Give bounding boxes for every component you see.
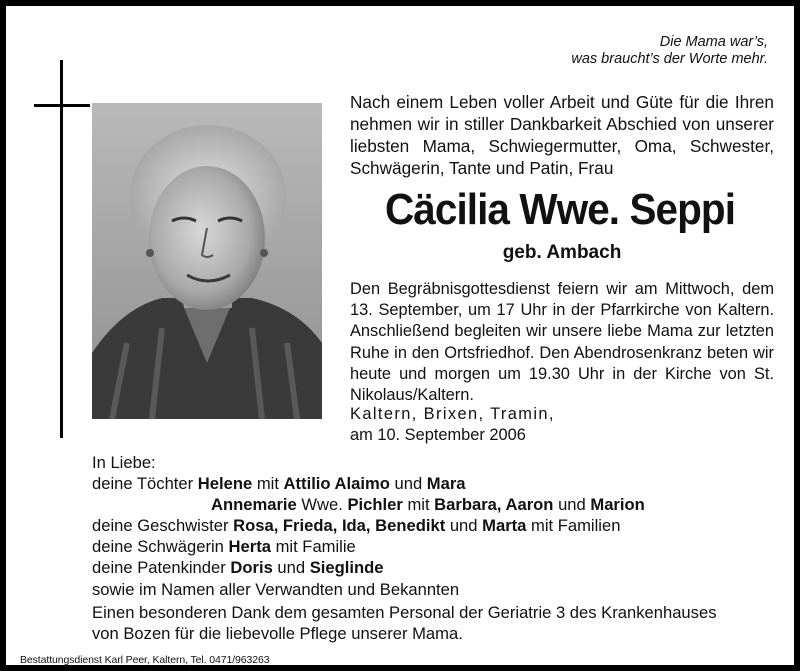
connector: mit Familie <box>270 537 356 557</box>
row-prefix: deine Schwägerin <box>92 537 229 557</box>
row-prefix: deine Patenkinder <box>92 558 231 578</box>
connector: mit Familien <box>526 516 621 536</box>
mourner-name: Herta <box>228 537 271 557</box>
mourner-name: Marion <box>590 495 645 515</box>
places-line: Kaltern, Brixen, Tramin, <box>350 405 555 423</box>
deceased-name: Cäcilia Wwe. Seppi <box>384 185 736 234</box>
cross-icon <box>60 60 63 438</box>
row-prefix: deine Geschwister <box>92 516 234 536</box>
mourner-name: Helene <box>197 474 253 494</box>
sisterinlaw-row <box>92 536 782 557</box>
thanks-text <box>92 602 782 644</box>
others-row: sowie im Namen aller Verwandten und Bekannten <box>92 579 460 599</box>
mourners-list <box>92 452 782 600</box>
connector: und <box>445 516 483 536</box>
connector: und <box>553 495 591 515</box>
connector: Wwe. <box>296 495 348 515</box>
mourners-heading: In Liebe: <box>92 453 156 472</box>
siblings-row <box>92 515 782 536</box>
mourner-name: Attilio Alaimo <box>283 474 390 494</box>
connector: mit <box>402 495 435 515</box>
birth-name: geb. Ambach <box>502 242 622 263</box>
connector: und <box>272 558 310 578</box>
undertaker-credit: Bestattungsdienst Karl Peer, Kaltern, Tel. 0471/963263 <box>20 654 270 666</box>
daughters-row <box>92 473 782 494</box>
connector: und <box>389 474 427 494</box>
date-line: am 10. September 2006 <box>350 426 526 444</box>
mourner-name: Doris <box>230 558 273 578</box>
portrait-photo <box>92 103 322 419</box>
mourner-name: Marta <box>482 516 527 536</box>
daughters-row-2 <box>92 494 782 515</box>
mourner-name: Pichler <box>347 495 403 515</box>
thanks-line: Einen besonderen Dank dem gesamten Personal der Geriatrie 3 des Krankenhauses <box>92 603 717 622</box>
mourner-name: Barbara, Aaron <box>434 495 554 515</box>
motto-quote <box>571 34 768 68</box>
funeral-service-text: Den Begräbnisgottesdienst feiern wir am Mittwoch, dem 13. September, um 17 Uhr in der Pfarrkirche von Kaltern. Anschließend begleiten wir unsere liebe Mama zur letzten Ruhe in den Ortsfriedhof. Den Abendrosenkranz beten wir heute und morgen um 19.30 Uhr in der Kirche von St. Nikolaus/Kaltern. <box>350 280 774 405</box>
intro-text: Nach einem Leben voller Arbeit und Güte für die Ihren nehmen wir in stiller Dankbarkeit Abschied von unserer liebsten Mama, Schwiegermutter, Oma, Schwester, Schwägerin, Tante und Patin, Frau <box>350 92 774 178</box>
thanks-line: von Bozen für die liebevolle Pflege unserer Mama. <box>92 624 463 643</box>
mourner-name: Annemarie <box>211 495 297 515</box>
motto-line: was braucht’s der Worte mehr. <box>571 51 768 67</box>
connector: mit <box>252 474 284 494</box>
places-and-date <box>350 404 770 446</box>
mourner-name: Rosa, Frieda, Ida, Benedikt <box>233 516 446 536</box>
row-prefix: deine Töchter <box>92 474 198 494</box>
cross-icon-bar <box>34 104 90 107</box>
motto-line: Die Mama war’s, <box>659 34 768 50</box>
mourner-name: Mara <box>426 474 466 494</box>
portrait-image <box>92 103 322 419</box>
mourner-name: Sieglinde <box>309 558 384 578</box>
godchildren-row <box>92 557 782 578</box>
